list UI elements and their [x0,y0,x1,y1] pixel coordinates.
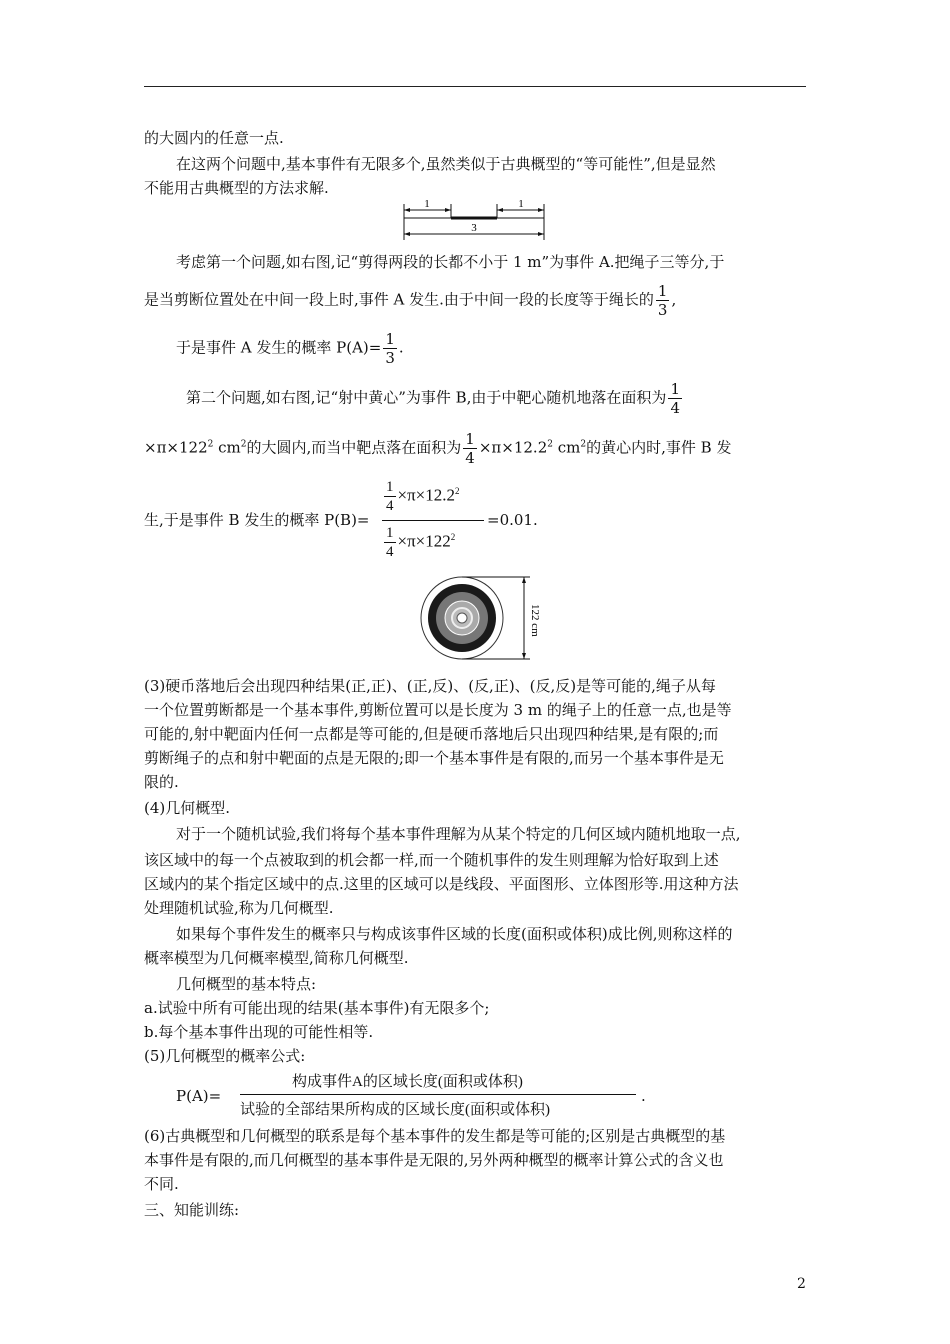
text-line: 本事件是有限的,而几何概型的基本事件是无限的,另外两种概型的概率计算公式的含义也 [144,1151,724,1169]
text-line: (6)古典概型和几何概型的联系是每个基本事件的发生都是等可能的;区别是古典概型的基 [144,1127,726,1145]
text-line: a.试验中所有可能出现的结果(基本事件)有无限多个; [144,999,490,1017]
formula-lhs: P(A)= [176,1087,222,1105]
text-line: 在这两个问题中,基本事件有无限多个,虽然类似于古典概型的“等可能性”,但是显然 [176,155,716,173]
text-line: 处理随机试验,称为几何概型. [144,899,334,917]
text-line: (3)硬币落地后会出现四种结果(正,正)、(正,反)、(反,正)、(反,反)是等可能的,绳子从每 [144,677,716,695]
text-line: 可能的,射中靶面内任何一点都是等可能的,但是硬币落地后只出现四种结果,是有限的;而 [144,725,719,743]
text-line: 是当剪断位置处在中间一段上时,事件 A 发生.由于中间一段的长度等于绳长的 $\frac{1}{3}$ , [144,282,677,319]
text-line: 限的. [144,773,179,791]
text-line: 对于一个随机试验,我们将每个基本事件理解为从某个特定的几何区域内随机地取一点, [176,825,741,843]
rope-diagram [400,196,550,242]
target-diagram [420,566,550,670]
header-rule [144,86,806,87]
text-line: 的大圆内的任意一点. [144,129,284,147]
text-line: 一个位置剪断都是一个基本事件,剪断位置可以是长度为 3 m 的绳子上的任意一点,也是等 [144,701,732,719]
text-line: 考虑第一个问题,如右图,记“剪得两段的长都不小于 1 m”为事件 A.把绳子三等分,于 [176,253,725,271]
rope-total-label: 3 [471,222,477,234]
text-line: 该区域中的每一个点被取到的机会都一样,而一个随机事件的发生则理解为恰好取到上述 [144,851,719,869]
section-heading: 三、知能训练: [144,1201,240,1219]
text-line: 第二个问题,如右图,记“射中黄心”为事件 B,由于中靶心随机地落在面积为 $\frac{1}{4}$ [186,380,680,417]
formula-denominator: 试验的全部结果所构成的区域长度(面积或体积) [240,1102,550,1118]
text-line: 概率模型为几何概率模型,简称几何概型. [144,949,409,967]
pb-numerator: $\frac{1}{4}$ $\times\pi\times 12.2^2$ [386,479,460,514]
formula-fraction-bar [240,1094,636,1095]
text-line: . [641,1087,646,1105]
formula-numerator: 构成事件A的区域长度(面积或体积) [292,1074,523,1090]
fraction-one-third: $\frac{1}{3}$ [385,330,395,367]
text-line: =0.01. [487,511,538,529]
pb-denominator: $\frac{1}{4}$ $\times\pi\times 122^2$ [386,525,456,560]
text-line: 如果每个事件发生的概率只与构成该事件区域的长度(面积或体积)成比例,则称这样的 [176,925,733,943]
diameter-label: 122 cm [529,604,541,637]
text-line: 不能用古典概型的方法求解. [144,179,329,197]
text-line: $\times\pi\times 122^2$ $cm^2$的大圆内,而当中靶点落在面积为 $\frac{1}{4}$ $\times\pi\times 12.2^2$ $cm^2$的黄心内时,事件 B 发 [144,430,732,467]
text-line: 不同. [144,1175,179,1193]
text-line: 剪断绳子的点和射中靶面的点是无限的;即一个基本事件是有限的,而另一个基本事件是无 [144,749,724,767]
text-line: 几何概型的基本特点: [176,975,317,993]
page-number: 2 [797,1276,806,1292]
text-line: (5)几何概型的概率公式: [144,1047,306,1065]
text-line: b.每个基本事件出现的可能性相等. [144,1023,374,1041]
text-line: (4)几何概型. [144,799,231,817]
fraction-one-quarter: $\frac{1}{4}$ [670,380,680,417]
fraction-one-third: $\frac{1}{3}$ [657,282,668,319]
text-line: 区域内的某个指定区域中的点.这里的区域可以是线段、平面图形、立体图形等.用这种方法 [144,875,739,893]
rope-right-label: 1 [518,198,524,210]
fraction-one-quarter: $\frac{1}{4}$ [465,430,475,467]
text-line: 生,于是事件 B 发生的概率 P(B)= [144,511,370,529]
pb-fraction-bar [382,520,484,521]
text-line: 于是事件 A 发生的概率 P(A)= $\frac{1}{3}$ . [176,330,404,367]
rope-left-label: 1 [424,198,430,210]
